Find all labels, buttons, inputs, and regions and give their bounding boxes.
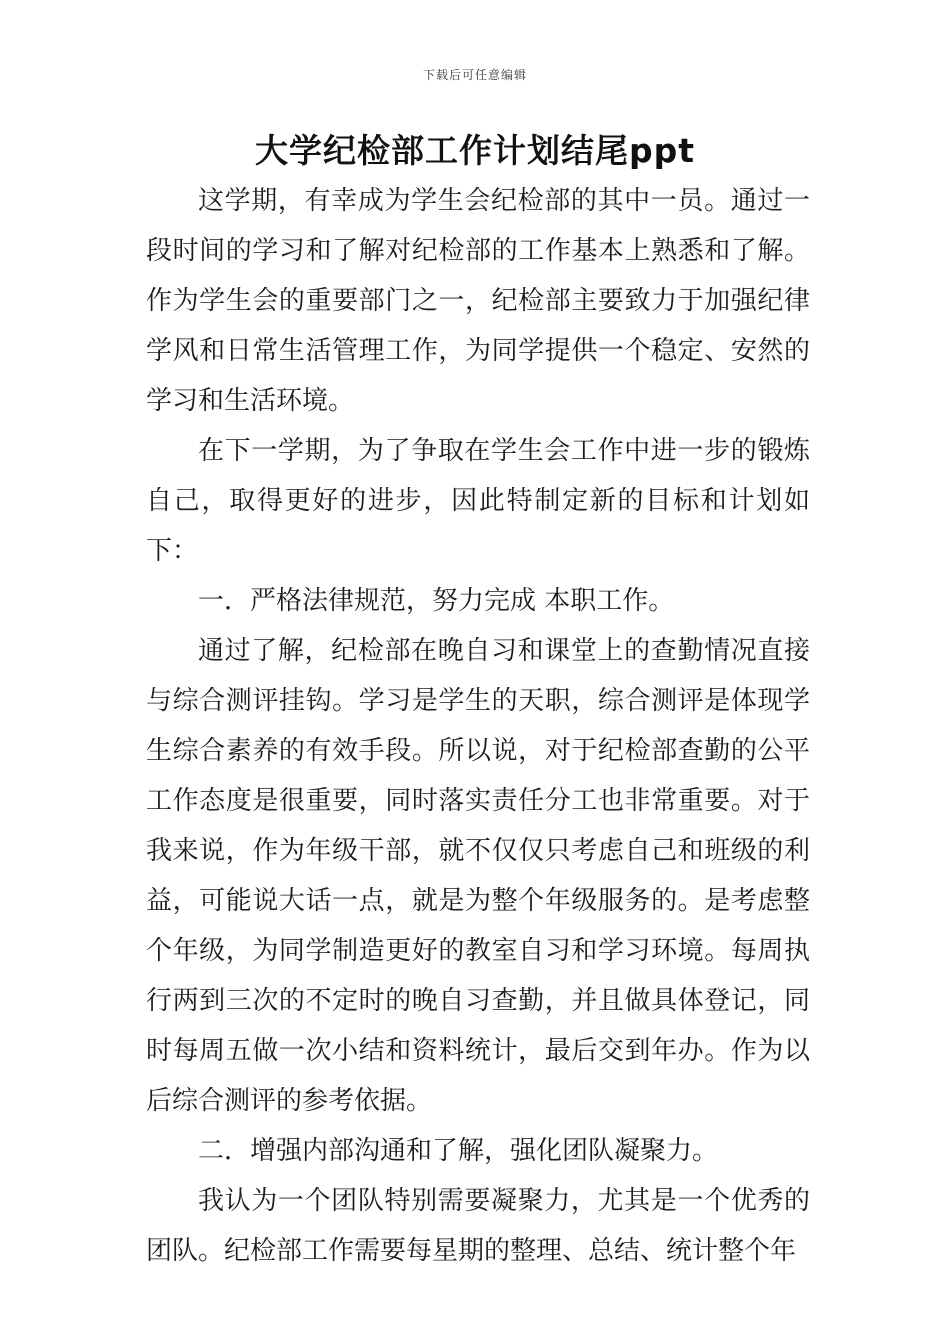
paragraph-plan-intro: 在下一学期，为了争取在学生会工作中进一步的锻炼自己，取得更好的进步，因此特制定新的目标和计划如下：	[146, 436, 810, 566]
document-body	[146, 176, 810, 1276]
section-heading-1: 一．严格法律规范，努力完成 本职工作。	[198, 586, 675, 616]
paragraph-section-2: 我认为一个团队特别需要凝聚力，尤其是一个优秀的团队。纪检部工作需要每星期的整理、总结、统计整个年	[146, 1186, 810, 1266]
paragraph-section-1: 通过了解，纪检部在晚自习和课堂上的查勤情况直接与综合测评挂钩。学习是学生的天职，综合测评是体现学生综合素养的有效手段。所以说，对于纪检部查勤的公平工作态度是很重要，同时落实责任分工也非常重要。对于我来说，作为年级干部，就不仅仅只考虑自己和班级的利益，可能说大话一点，就是为整个年级服务的。是考虑整个年级，为同学制造更好的教室自习和学习环境。每周执行两到三次的不定时的晚自习查勤，并且做具体登记，同时每周五做一次小结和资料统计，最后交到年办。作为以后综合测评的参考依据。	[146, 636, 810, 1116]
section-heading-2: 二．增强内部沟通和了解，强化团队凝聚力。	[198, 1136, 719, 1166]
header-note: 下载后可任意编辑	[422, 68, 527, 82]
document-title: 大学纪检部工作计划结尾ppt	[254, 131, 696, 170]
paragraph-intro: 这学期，有幸成为学生会纪检部的其中一员。通过一段时间的学习和了解对纪检部的工作基本上熟悉和了解。作为学生会的重要部门之一，纪检部主要致力于加强纪律学风和日常生活管理工作，为同学提供一个稳定、安然的学习和生活环境。	[146, 186, 810, 416]
